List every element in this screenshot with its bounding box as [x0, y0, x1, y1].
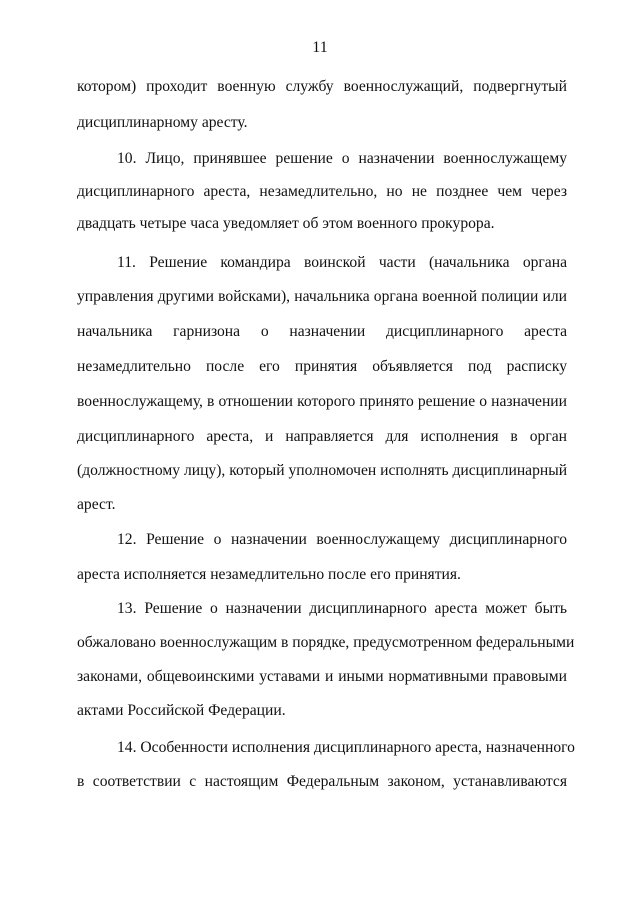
page-number: 11	[312, 39, 328, 56]
text-line: законами, общевоинскими уставами и иными нормативными правовыми	[77, 668, 567, 685]
text-line: двадцать четыре часа уведомляет об этом военного прокурора.	[77, 215, 495, 232]
text-line: управления другими войсками), начальника органа военной полиции или	[77, 288, 567, 305]
text-line: актами Российской Федерации.	[77, 702, 286, 719]
text-line: котором) проходит военную службу военнослужащий, подвергнутый	[77, 78, 567, 95]
text-line: дисциплинарного ареста, незамедлительно, но не позднее чем через	[77, 183, 567, 200]
text-line: военнослужащему, в отношении которого принято решение о назначении	[77, 393, 567, 410]
text-line: начальника гарнизона о назначении дисциплинарного ареста	[77, 323, 567, 340]
text-line: 13. Решение о назначении дисциплинарного ареста может быть	[117, 600, 567, 617]
text-line: незамедлительно после его принятия объявляется под расписку	[77, 358, 567, 375]
text-line: (должностному лицу), который уполномочен исполнять дисциплинарный	[77, 462, 568, 479]
text-line: ареста исполняется незамедлительно после его принятия.	[77, 566, 461, 583]
text-line: дисциплинарному аресту.	[77, 114, 248, 131]
text-line: 10. Лицо, принявшее решение о назначении военнослужащему	[117, 150, 567, 167]
text-line: 12. Решение о назначении военнослужащему дисциплинарного	[117, 531, 567, 548]
text-line: в соответствии с настоящим Федеральным законом, устанавливаются	[77, 773, 567, 790]
text-line: обжаловано военнослужащим в порядке, предусмотренном федеральными	[77, 634, 575, 651]
text-line: арест.	[77, 496, 116, 513]
text-line: 11. Решение командира воинской части (начальника органа	[117, 254, 567, 271]
text-line: 14. Особенности исполнения дисциплинарного ареста, назначенного	[117, 739, 575, 756]
text-line: дисциплинарного ареста, и направляется для исполнения в орган	[77, 428, 567, 445]
